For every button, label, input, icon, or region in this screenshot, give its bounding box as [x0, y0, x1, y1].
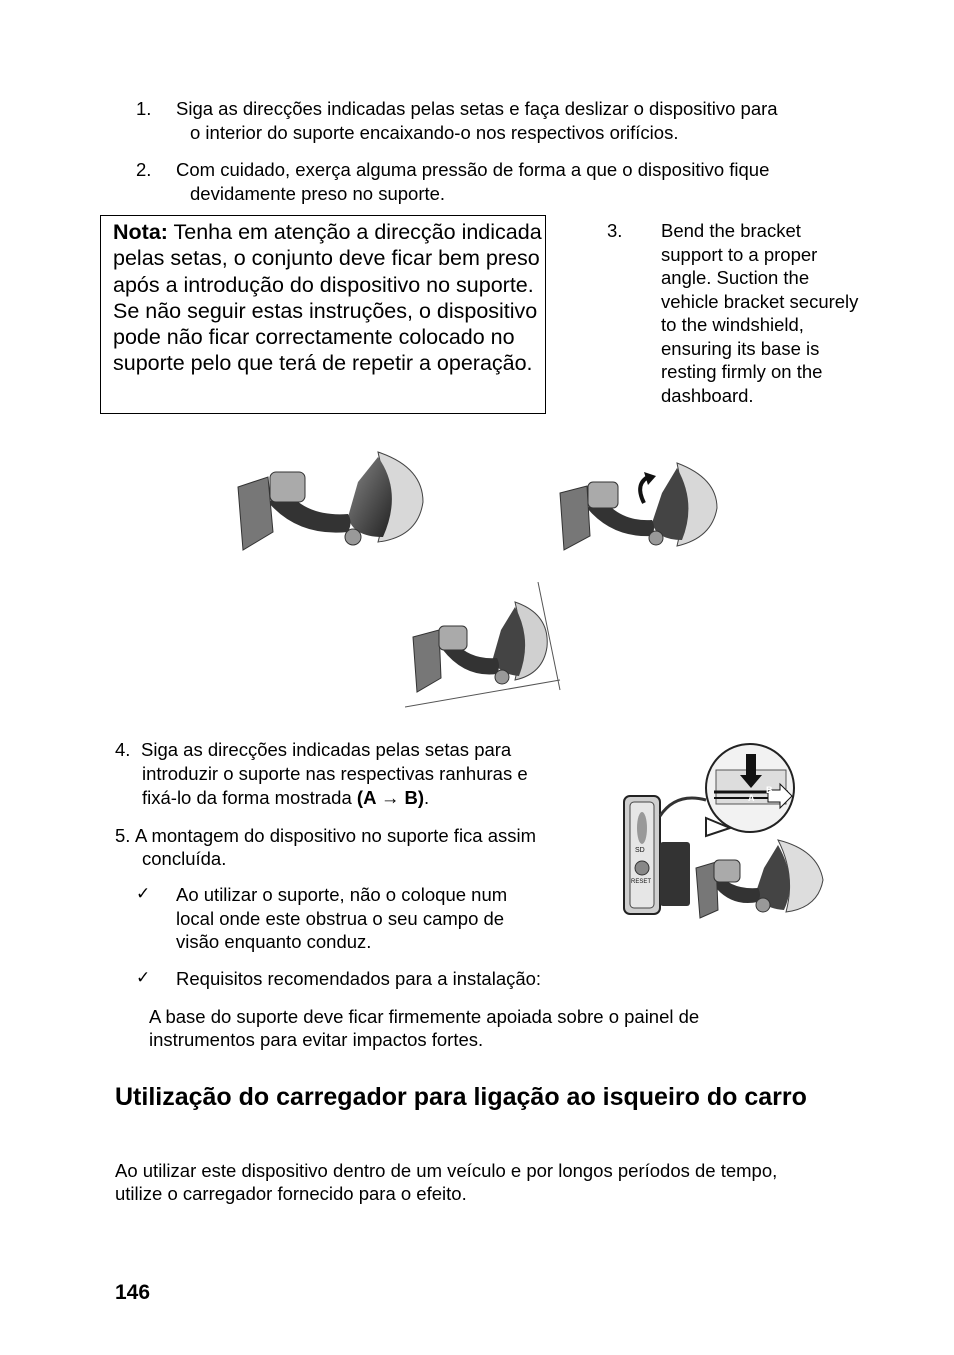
section-body-line1: Ao utilizar este dispositivo dentro de um veículo e por longos períodos de tempo, — [115, 1160, 778, 1181]
step-1-number: 1. — [136, 98, 152, 119]
note-text: Tenha em atenção a direcção indicada pelas setas, o conjunto deve ficar bem preso após a introdução do dispositivo no suporte. Se não seguir estas instruções, o dispositivo pode não ficar correctamente colocado no suporte pelo que terá de repetir a operação. — [113, 220, 542, 376]
note-label: Nota: — [113, 220, 168, 244]
bracket-illustration-1 — [228, 442, 433, 557]
step-4-emphasis: (A → B) — [356, 787, 425, 808]
step-4-line2: introduzir o suporte nas respectivas ranhuras e — [142, 763, 528, 784]
step-2-line1: Com cuidado, exerça alguma pressão de forma a que o dispositivo fique — [176, 159, 770, 180]
note-box — [100, 215, 546, 414]
section-body-line2: utilize o carregador fornecido para o efeito. — [115, 1183, 467, 1204]
step-4-number: 4. — [115, 739, 131, 760]
check-mark-icon: ✓ — [136, 884, 151, 903]
step-4-line3-text: fixá-lo da forma mostrada — [142, 787, 352, 808]
check-2-line1: Requisitos recomendados para a instalação: — [176, 968, 542, 989]
step-1-line1: Siga as direcções indicadas pelas setas e faça deslizar o dispositivo para — [176, 98, 778, 119]
section-title: Utilização do carregador para ligação ao isqueiro do carro — [115, 1083, 807, 1111]
step-5-line2: concluída. — [142, 848, 227, 869]
check-1-line2: local onde este obstrua o seu campo de — [176, 908, 505, 929]
step-4-line1: Siga as direcções indicadas pelas setas para — [141, 739, 512, 760]
check-mark-icon: ✓ — [136, 968, 151, 987]
step-5-line1: A montagem do dispositivo no suporte fica assim — [135, 825, 537, 846]
base-paragraph-line2: instrumentos para evitar impactos fortes. — [149, 1029, 484, 1050]
check-1-line3: visão enquanto conduz. — [176, 931, 372, 952]
step-4-line3 — [142, 786, 429, 810]
bracket-illustration-3 — [405, 582, 565, 710]
page-number: 146 — [115, 1281, 151, 1304]
step-4-end: . — [424, 787, 430, 808]
step-3-number: 3. — [607, 220, 623, 241]
bracket-illustration-2 — [552, 458, 722, 553]
check-1-line1: Ao utilizar o suporte, não o coloque num — [176, 884, 508, 905]
step-5-number: 5. — [115, 825, 131, 846]
base-paragraph-line1: A base do suporte deve ficar firmemente apoiada sobre o painel de — [149, 1006, 700, 1027]
step-3-text: Bend the bracket support to a proper angle. Suction the vehicle bracket securely to the windshield, ensuring its base is resting firmly on the dashboard. — [661, 220, 859, 406]
step-2-number: 2. — [136, 159, 152, 180]
step-2-line2: devidamente preso no suporte. — [190, 183, 446, 204]
label-b: B — [766, 785, 773, 795]
sd-label: SD — [635, 847, 645, 854]
reset-label: RESET — [631, 879, 652, 885]
device-mount-illustration — [618, 740, 833, 920]
label-a: A — [748, 793, 755, 803]
step-1-line2: o interior do suporte encaixando-o nos respectivos orifícios. — [190, 122, 679, 143]
